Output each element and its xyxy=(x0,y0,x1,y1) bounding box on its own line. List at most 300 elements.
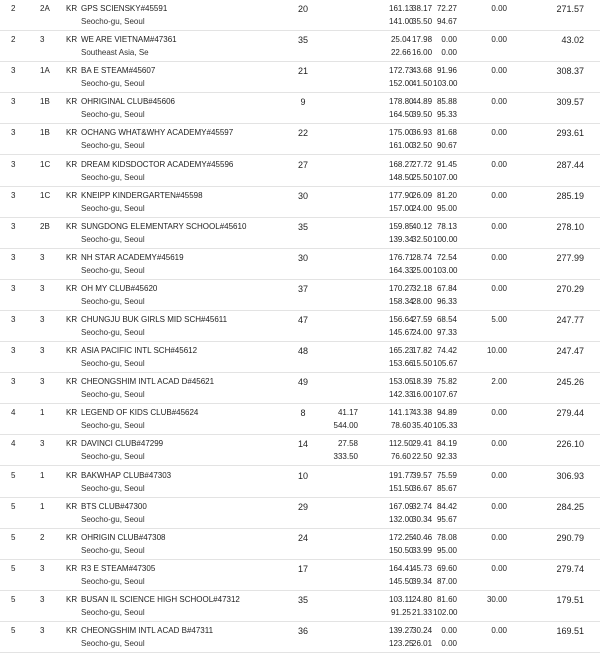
grade-cell: 5 xyxy=(11,563,16,573)
team-location: Seocho-gu, Seoul xyxy=(81,296,145,306)
score-2-row2: 25.50 xyxy=(412,172,433,182)
score-1-row2: 151.50 xyxy=(389,483,414,493)
score-1-row1: 168.27 xyxy=(389,159,414,169)
penalty-cell: 0.00 xyxy=(491,128,507,138)
country-cell: KR xyxy=(66,626,78,635)
score-1-row2: 157.00 xyxy=(389,203,414,213)
score-2-row1: 32.18 xyxy=(412,283,433,293)
team-name: SUNGDONG ELEMENTARY SCHOOL#45610 xyxy=(81,221,247,231)
score-3-row1: 84.19 xyxy=(436,439,457,449)
count-cell: 27 xyxy=(297,159,308,170)
count-cell: 29 xyxy=(297,501,308,512)
country-cell: KR xyxy=(66,221,78,231)
team-name: DAVINCI CLUB#47299 xyxy=(81,439,164,449)
grade-cell: 4 xyxy=(11,439,16,449)
score-2-row1: 45.73 xyxy=(412,563,433,573)
grade-cell: 3 xyxy=(11,221,16,231)
country-cell: KR xyxy=(66,377,78,387)
table-row xyxy=(0,93,600,124)
team-location: Seocho-gu, Seoul xyxy=(81,328,145,337)
team-name: OCHANG WHAT&WHY ACADEMY#45597 xyxy=(81,128,234,138)
score-3-row1: 81.20 xyxy=(436,190,457,200)
total-cell: 287.44 xyxy=(556,159,584,170)
grade-cell: 5 xyxy=(11,532,16,542)
score-1-row2: 150.50 xyxy=(389,545,414,555)
table-row xyxy=(0,187,600,218)
score-1-row2: 91.25 xyxy=(390,607,411,617)
score-2-row1: 27.72 xyxy=(412,159,433,169)
country-cell: KR xyxy=(66,594,78,604)
team-location: Seocho-gu, Seoul xyxy=(81,141,145,151)
count-cell: 47 xyxy=(297,315,308,325)
score-3-row1: 78.08 xyxy=(436,532,457,542)
score-1-row2: 22.66 xyxy=(390,48,411,58)
score-2-row1: 44.89 xyxy=(412,97,433,107)
team-location: Seocho-gu, Seoul xyxy=(81,452,145,462)
score-3-row2: 0.00 xyxy=(441,639,457,648)
count-cell: 14 xyxy=(297,439,308,450)
team-name: ASIA PACIFIC INTL SCH#45612 xyxy=(81,346,198,356)
score-3-row2: 107.00 xyxy=(433,172,458,182)
score-1-row2: 141.00 xyxy=(389,17,414,26)
score-2-row2: 32.50 xyxy=(412,141,433,151)
score-2-row2: 15.50 xyxy=(412,359,433,369)
division-cell: 1 xyxy=(40,501,45,511)
total-cell: 284.25 xyxy=(556,501,584,512)
team-name: LEGEND OF KIDS CLUB#45624 xyxy=(81,408,199,418)
penalty-cell: 0.00 xyxy=(491,532,507,542)
score-2-row1: 17.98 xyxy=(412,35,433,45)
score-3-row2: 102.00 xyxy=(433,607,458,617)
penalty-cell: 0.00 xyxy=(491,501,507,511)
grade-cell: 2 xyxy=(11,35,16,45)
count-cell: 17 xyxy=(297,563,308,574)
division-cell: 3 xyxy=(40,315,45,324)
table-row xyxy=(0,529,600,560)
score-1-row1: 153.05 xyxy=(389,377,414,387)
country-cell: KR xyxy=(66,532,78,542)
team-location: Seocho-gu, Seoul xyxy=(81,390,145,400)
division-cell: 3 xyxy=(40,563,45,573)
total-cell: 270.29 xyxy=(556,283,584,294)
score-2-row1: 43.38 xyxy=(412,408,433,418)
team-name: OHRIGINAL CLUB#45606 xyxy=(81,97,175,107)
team-name: OH MY CLUB#45620 xyxy=(81,283,158,293)
team-location: Seocho-gu, Seoul xyxy=(81,514,145,524)
score-3-row1: 0.00 xyxy=(441,35,457,45)
score-2-row1: 40.46 xyxy=(412,532,433,542)
country-cell: KR xyxy=(66,501,78,511)
score-2-row2: 24.00 xyxy=(412,203,433,213)
division-cell: 1A xyxy=(40,66,50,76)
total-cell: 169.51 xyxy=(556,626,584,636)
score-3-row1: 68.54 xyxy=(436,315,457,324)
division-cell: 3 xyxy=(40,439,45,449)
score-1-row2: 145.50 xyxy=(389,576,414,586)
score-1-row1: 191.77 xyxy=(389,470,414,480)
penalty-cell: 0.00 xyxy=(491,470,507,480)
score-3-row2: 92.33 xyxy=(436,452,457,462)
score-2-row1: 32.74 xyxy=(412,501,433,511)
score-3-row1: 0.00 xyxy=(441,626,457,635)
team-name: CHUNGJU BUK GIRLS MID SCH#45611 xyxy=(81,315,228,324)
team-location: Seocho-gu, Seoul xyxy=(81,607,145,617)
team-location: Seocho-gu, Seoul xyxy=(81,421,145,431)
score-3-row1: 81.68 xyxy=(436,128,457,138)
grade-cell: 2 xyxy=(11,4,16,13)
table-row xyxy=(0,560,600,591)
total-cell: 247.47 xyxy=(556,346,584,357)
country-cell: KR xyxy=(66,159,78,169)
penalty-cell: 0.00 xyxy=(491,221,507,231)
total-cell: 277.99 xyxy=(556,252,584,263)
score-1-row2: 164.33 xyxy=(389,265,414,275)
grade-cell: 3 xyxy=(11,252,16,262)
penalty-cell: 0.00 xyxy=(491,408,507,418)
score-3-row2: 87.00 xyxy=(436,576,457,586)
team-location: Seocho-gu, Seoul xyxy=(81,17,145,26)
division-cell: 1C xyxy=(40,159,51,169)
count-cell: 35 xyxy=(297,221,308,232)
team-name: R3 E STEAM#47305 xyxy=(81,563,156,573)
table-row xyxy=(0,0,600,31)
grade-cell: 3 xyxy=(11,190,16,200)
mid-value-2: 544.00 xyxy=(333,421,358,431)
score-2-row1: 39.57 xyxy=(412,470,433,480)
count-cell: 49 xyxy=(297,377,308,388)
count-cell: 22 xyxy=(297,128,308,139)
count-cell: 36 xyxy=(297,626,308,636)
score-3-row2: 94.67 xyxy=(436,17,457,26)
score-3-row1: 81.60 xyxy=(436,594,457,604)
score-1-row1: 177.90 xyxy=(389,190,414,200)
score-1-row2: 152.00 xyxy=(389,79,414,89)
score-3-row2: 95.67 xyxy=(436,514,457,524)
score-3-row1: 75.82 xyxy=(436,377,457,387)
score-2-row2: 24.00 xyxy=(412,328,433,337)
division-cell: 3 xyxy=(40,346,45,356)
country-cell: KR xyxy=(66,66,78,76)
grade-cell: 3 xyxy=(11,159,16,169)
score-1-row1: 25.04 xyxy=(390,35,411,45)
table-row xyxy=(0,62,600,93)
grade-cell: 3 xyxy=(11,97,16,107)
team-location: Seocho-gu, Seoul xyxy=(81,483,145,493)
score-2-row2: 30.34 xyxy=(412,514,433,524)
score-3-row2: 97.33 xyxy=(436,328,457,337)
score-2-row1: 17.82 xyxy=(412,346,433,356)
score-2-row1: 43.68 xyxy=(412,66,433,76)
score-1-row1: 159.85 xyxy=(389,221,414,231)
penalty-cell: 30.00 xyxy=(486,594,507,604)
score-1-row2: 145.67 xyxy=(389,328,414,337)
team-location: Seocho-gu, Seoul xyxy=(81,172,145,182)
score-2-row1: 24.80 xyxy=(412,594,433,604)
count-cell: 21 xyxy=(297,66,308,77)
total-cell: 285.19 xyxy=(556,190,584,201)
division-cell: 3 xyxy=(40,252,45,262)
score-3-row2: 0.00 xyxy=(441,48,457,58)
team-location: Seocho-gu, Seoul xyxy=(81,639,145,648)
total-cell: 247.77 xyxy=(556,315,584,325)
score-2-row1: 36.93 xyxy=(412,128,433,138)
score-1-row2: 123.25 xyxy=(389,639,414,648)
penalty-cell: 0.00 xyxy=(491,66,507,76)
country-cell: KR xyxy=(66,128,78,138)
score-2-row2: 26.01 xyxy=(412,639,433,648)
division-cell: 3 xyxy=(40,594,45,604)
division-cell: 3 xyxy=(40,377,45,387)
table-row xyxy=(0,156,600,187)
mid-value-1: 41.17 xyxy=(337,408,358,418)
team-name: BA E STEAM#45607 xyxy=(81,66,156,76)
division-cell: 3 xyxy=(40,35,45,45)
country-cell: KR xyxy=(66,283,78,293)
count-cell: 10 xyxy=(297,470,308,481)
score-2-row2: 41.50 xyxy=(412,79,433,89)
score-1-row2: 78.60 xyxy=(390,421,411,431)
score-1-row2: 132.00 xyxy=(389,514,414,524)
penalty-cell: 0.00 xyxy=(491,4,507,13)
team-location: Southeast Asia, Se xyxy=(81,48,149,58)
penalty-cell: 5.00 xyxy=(491,315,507,324)
score-1-row1: 175.00 xyxy=(389,128,414,138)
country-cell: KR xyxy=(66,563,78,573)
count-cell: 35 xyxy=(297,594,308,605)
total-cell: 245.26 xyxy=(556,377,584,388)
score-3-row1: 72.27 xyxy=(436,4,457,13)
penalty-cell: 2.00 xyxy=(491,377,507,387)
score-3-row2: 103.00 xyxy=(433,79,458,89)
table-row xyxy=(0,591,600,622)
grade-cell: 3 xyxy=(11,315,16,324)
total-cell: 279.44 xyxy=(556,408,584,419)
score-3-row2: 95.00 xyxy=(436,203,457,213)
total-cell: 271.57 xyxy=(556,4,584,14)
team-name: CHEONGSHIM INTL ACAD D#45621 xyxy=(81,377,215,387)
count-cell: 24 xyxy=(297,532,308,543)
score-3-row2: 105.33 xyxy=(433,421,458,431)
score-1-row2: 164.50 xyxy=(389,110,414,120)
country-cell: KR xyxy=(66,190,78,200)
score-3-row1: 75.59 xyxy=(436,470,457,480)
score-3-row2: 85.67 xyxy=(436,483,457,493)
score-2-row2: 33.99 xyxy=(412,545,433,555)
score-2-row2: 16.00 xyxy=(412,48,433,58)
penalty-cell: 10.00 xyxy=(486,346,507,356)
grade-cell: 5 xyxy=(11,594,16,604)
country-cell: KR xyxy=(66,35,78,45)
score-3-row2: 105.67 xyxy=(433,359,458,369)
country-cell: KR xyxy=(66,315,78,324)
score-3-row1: 67.84 xyxy=(436,283,457,293)
score-2-row1: 26.09 xyxy=(412,190,433,200)
team-name: BTS CLUB#47300 xyxy=(81,501,147,511)
score-2-row2: 39.50 xyxy=(412,110,433,120)
score-2-row1: 40.12 xyxy=(412,221,433,231)
total-cell: 278.10 xyxy=(556,221,584,232)
score-1-row1: 172.73 xyxy=(389,66,414,76)
team-name: CHEONGSHIM INTL ACAD B#47311 xyxy=(81,626,214,635)
table-row xyxy=(0,280,600,311)
country-cell: KR xyxy=(66,439,78,449)
table-row xyxy=(0,435,600,466)
score-2-row1: 28.74 xyxy=(412,252,433,262)
country-cell: KR xyxy=(66,97,78,107)
count-cell: 48 xyxy=(297,346,308,357)
penalty-cell: 0.00 xyxy=(491,252,507,262)
count-cell: 37 xyxy=(297,283,308,294)
score-2-row2: 21.33 xyxy=(412,607,433,617)
penalty-cell: 0.00 xyxy=(491,97,507,107)
count-cell: 20 xyxy=(297,4,308,14)
score-1-row2: 142.33 xyxy=(389,390,414,400)
table-row xyxy=(0,342,600,373)
division-cell: 1B xyxy=(40,97,50,107)
score-2-row2: 32.50 xyxy=(412,234,433,244)
score-3-row2: 96.33 xyxy=(436,296,457,306)
team-name: WE ARE VIETNAM#47361 xyxy=(81,35,177,45)
score-1-row1: 170.27 xyxy=(389,283,414,293)
score-2-row2: 35.50 xyxy=(412,17,433,26)
grade-cell: 3 xyxy=(11,283,16,293)
division-cell: 1 xyxy=(40,408,45,418)
penalty-cell: 0.00 xyxy=(491,35,507,45)
score-2-row1: 29.41 xyxy=(412,439,433,449)
division-cell: 1B xyxy=(40,128,50,138)
score-3-row2: 100.00 xyxy=(433,234,458,244)
total-cell: 306.93 xyxy=(556,470,584,481)
score-2-row2: 36.67 xyxy=(412,483,433,493)
division-cell: 2 xyxy=(40,532,45,542)
score-3-row2: 95.00 xyxy=(436,545,457,555)
total-cell: 226.10 xyxy=(556,439,584,450)
table-row xyxy=(0,124,600,155)
team-location: Seocho-gu, Seoul xyxy=(81,110,145,120)
penalty-cell: 0.00 xyxy=(491,283,507,293)
score-2-row2: 35.40 xyxy=(412,421,433,431)
team-name: BAKWHAP CLUB#47303 xyxy=(81,470,172,480)
score-1-row2: 148.50 xyxy=(389,172,414,182)
team-name: GPS SCIENSKY#45591 xyxy=(81,4,168,13)
score-2-row1: 27.59 xyxy=(412,315,433,324)
score-2-row1: 18.39 xyxy=(412,377,433,387)
total-cell: 309.57 xyxy=(556,97,584,108)
team-location: Seocho-gu, Seoul xyxy=(81,545,145,555)
score-1-row1: 167.09 xyxy=(389,501,414,511)
score-2-row2: 28.00 xyxy=(412,296,433,306)
team-name: DREAM KIDSDOCTOR ACADEMY#45596 xyxy=(81,159,234,169)
score-1-row2: 139.34 xyxy=(389,234,414,244)
total-cell: 179.51 xyxy=(556,594,584,605)
score-3-row1: 69.60 xyxy=(436,563,457,573)
division-cell: 3 xyxy=(40,283,45,293)
division-cell: 3 xyxy=(40,626,45,635)
grade-cell: 4 xyxy=(11,408,16,418)
country-cell: KR xyxy=(66,346,78,356)
country-cell: KR xyxy=(66,252,78,262)
count-cell: 9 xyxy=(300,97,306,108)
grade-cell: 3 xyxy=(11,66,16,76)
count-cell: 30 xyxy=(297,190,308,201)
grade-cell: 3 xyxy=(11,377,16,387)
score-3-row2: 107.67 xyxy=(433,390,458,400)
score-1-row1: 178.80 xyxy=(389,97,414,107)
team-name: KNEIPP KINDERGARTEN#45598 xyxy=(81,190,203,200)
mid-value-1: 27.58 xyxy=(337,439,358,449)
team-location: Seocho-gu, Seoul xyxy=(81,234,145,244)
table-row xyxy=(0,498,600,529)
score-2-row2: 16.00 xyxy=(412,390,433,400)
division-cell: 1 xyxy=(40,470,45,480)
grade-cell: 3 xyxy=(11,128,16,138)
score-1-row1: 165.23 xyxy=(389,346,414,356)
score-3-row1: 84.42 xyxy=(436,501,457,511)
table-row xyxy=(0,249,600,280)
score-3-row1: 91.45 xyxy=(436,159,457,169)
table-row xyxy=(0,31,600,62)
grade-cell: 5 xyxy=(11,470,16,480)
score-3-row1: 74.42 xyxy=(436,346,457,356)
score-3-row1: 94.89 xyxy=(436,408,457,418)
team-location: Seocho-gu, Seoul xyxy=(81,576,145,586)
table-row xyxy=(0,467,600,498)
total-cell: 279.74 xyxy=(556,563,584,574)
score-1-row2: 76.60 xyxy=(390,452,411,462)
score-1-row2: 161.00 xyxy=(389,141,414,151)
score-3-row1: 72.54 xyxy=(436,252,457,262)
score-3-row1: 78.13 xyxy=(436,221,457,231)
table-row xyxy=(0,311,600,342)
team-location: Seocho-gu, Seoul xyxy=(81,359,145,369)
total-cell: 308.37 xyxy=(556,66,584,77)
total-cell: 43.02 xyxy=(561,35,584,46)
score-1-row2: 153.66 xyxy=(389,359,414,369)
table-row xyxy=(0,218,600,249)
penalty-cell: 0.00 xyxy=(491,190,507,200)
score-1-row2: 158.34 xyxy=(389,296,414,306)
team-location: Seocho-gu, Seoul xyxy=(81,79,145,89)
score-1-row1: 112.50 xyxy=(389,439,413,449)
penalty-cell: 0.00 xyxy=(491,439,507,449)
division-cell: 1C xyxy=(40,190,51,200)
country-cell: KR xyxy=(66,470,78,480)
score-3-row2: 95.33 xyxy=(436,110,457,120)
score-2-row1: 30.24 xyxy=(412,626,433,635)
team-location: Seocho-gu, Seoul xyxy=(81,265,145,275)
penalty-cell: 0.00 xyxy=(491,159,507,169)
score-1-row1: 103.11 xyxy=(389,594,413,604)
score-3-row1: 85.88 xyxy=(436,97,457,107)
score-1-row1: 139.27 xyxy=(389,626,414,635)
score-2-row2: 22.50 xyxy=(412,452,433,462)
division-cell: 2B xyxy=(40,221,50,231)
score-2-row2: 25.00 xyxy=(412,265,433,275)
score-2-row1: 38.17 xyxy=(412,4,433,13)
country-cell: KR xyxy=(66,4,78,13)
country-cell: KR xyxy=(66,408,78,418)
division-cell: 2A xyxy=(40,4,50,13)
penalty-cell: 0.00 xyxy=(491,626,507,635)
total-cell: 290.79 xyxy=(556,532,584,543)
score-1-row1: 156.64 xyxy=(389,315,414,324)
score-1-row1: 164.41 xyxy=(389,563,414,573)
score-1-row1: 141.17 xyxy=(389,408,414,418)
team-location: Seocho-gu, Seoul xyxy=(81,203,145,213)
team-name: OHRIGIN CLUB#47308 xyxy=(81,532,166,542)
score-3-row1: 91.96 xyxy=(436,66,457,76)
grade-cell: 5 xyxy=(11,501,16,511)
